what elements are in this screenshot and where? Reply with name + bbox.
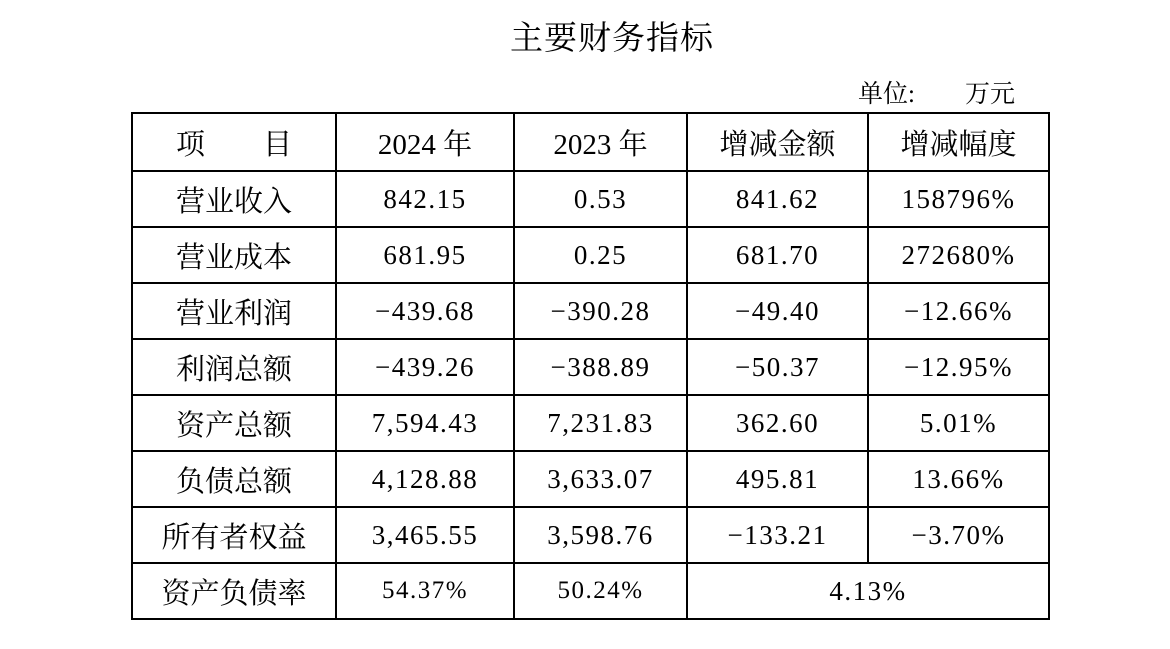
- cell-change-amount: 362.60: [687, 395, 868, 451]
- cell-2024: 842.15: [336, 171, 514, 227]
- financial-indicators-table: [131, 112, 1050, 620]
- cell-change-rate: 13.66%: [868, 451, 1049, 507]
- header-change-rate: 增减幅度: [868, 113, 1049, 171]
- unit-line: [858, 74, 1015, 110]
- cell-change-amount: −50.37: [687, 339, 868, 395]
- cell-change-rate: 5.01%: [868, 395, 1049, 451]
- table-row-operating-revenue: [132, 171, 1049, 227]
- cell-2023: 7,231.83: [514, 395, 687, 451]
- cell-2024: −439.26: [336, 339, 514, 395]
- row-label: 营业利润: [132, 283, 336, 339]
- cell-2023: 3,633.07: [514, 451, 687, 507]
- table-row-total-assets: [132, 395, 1049, 451]
- row-label: 负债总额: [132, 451, 336, 507]
- cell-2023: 3,598.76: [514, 507, 687, 563]
- cell-2024: −439.68: [336, 283, 514, 339]
- cell-2023: 50.24%: [514, 563, 687, 619]
- row-label: 营业收入: [132, 171, 336, 227]
- header-change-amount: 增减金额: [687, 113, 868, 171]
- cell-2024: 3,465.55: [336, 507, 514, 563]
- row-label: 营业成本: [132, 227, 336, 283]
- cell-2023: 0.25: [514, 227, 687, 283]
- page-title: 主要财务指标: [510, 21, 714, 57]
- cell-change-rate: −12.95%: [868, 339, 1049, 395]
- cell-change-rate: −3.70%: [868, 507, 1049, 563]
- cell-change-amount: −49.40: [687, 283, 868, 339]
- unit-value: 万元: [964, 81, 1015, 108]
- header-row: [132, 113, 1049, 171]
- row-label: 所有者权益: [132, 507, 336, 563]
- cell-2023: −388.89: [514, 339, 687, 395]
- table-row-operating-cost: [132, 227, 1049, 283]
- header-2023: 2023 年: [514, 113, 687, 171]
- cell-2024: 681.95: [336, 227, 514, 283]
- row-label: 资产负债率: [132, 563, 336, 619]
- cell-2023: 0.53: [514, 171, 687, 227]
- table-row-operating-profit: [132, 283, 1049, 339]
- cell-2024: 54.37%: [336, 563, 514, 619]
- cell-change-rate: 272680%: [868, 227, 1049, 283]
- cell-2023: −390.28: [514, 283, 687, 339]
- row-label: 利润总额: [132, 339, 336, 395]
- cell-2024: 7,594.43: [336, 395, 514, 451]
- cell-change-amount: −133.21: [687, 507, 868, 563]
- cell-change-merged: 4.13%: [687, 563, 1049, 619]
- unit-label: 单位:: [858, 81, 915, 108]
- cell-change-amount: 495.81: [687, 451, 868, 507]
- table-row-asset-liability-ratio: [132, 563, 1049, 619]
- row-label: 资产总额: [132, 395, 336, 451]
- cell-change-rate: 158796%: [868, 171, 1049, 227]
- header-item: 项 目: [132, 113, 336, 171]
- table-row-owners-equity: [132, 507, 1049, 563]
- cell-change-rate: −12.66%: [868, 283, 1049, 339]
- cell-2024: 4,128.88: [336, 451, 514, 507]
- table-row-total-liabilities: [132, 451, 1049, 507]
- cell-change-amount: 841.62: [687, 171, 868, 227]
- cell-change-amount: 681.70: [687, 227, 868, 283]
- table-row-total-profit: [132, 339, 1049, 395]
- header-2024: 2024 年: [336, 113, 514, 171]
